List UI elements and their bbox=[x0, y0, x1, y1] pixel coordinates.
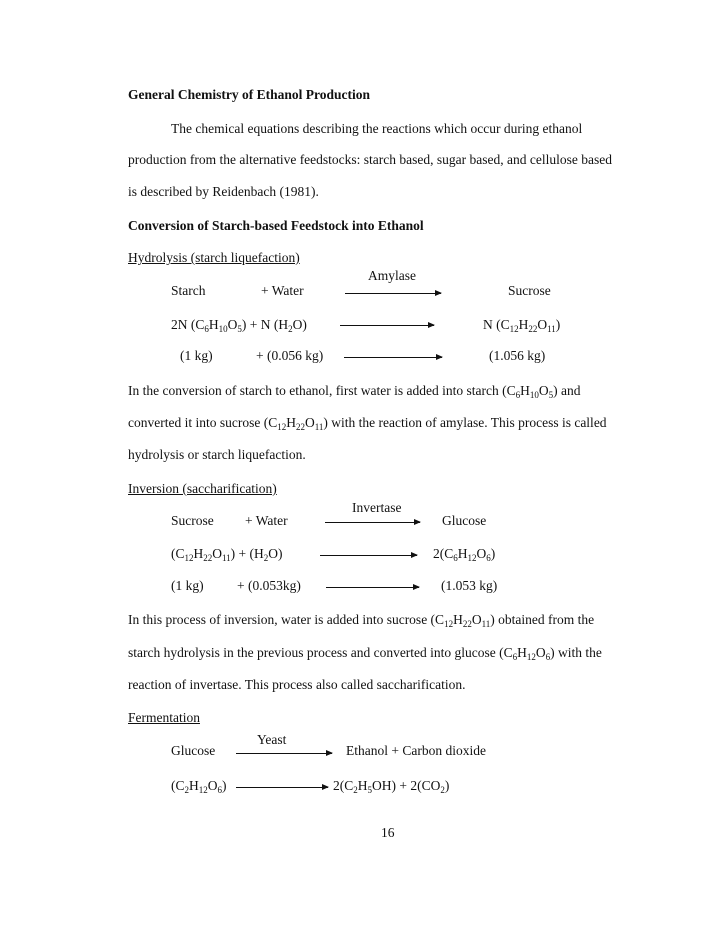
fermentation-arrow-1 bbox=[236, 753, 332, 754]
yeast-label: Yeast bbox=[257, 732, 287, 747]
hydrolysis-r1-left: Starch bbox=[171, 283, 206, 298]
inversion-r1-right: Glucose bbox=[442, 513, 487, 528]
hydrolysis-para-line-3: hydrolysis or starch liquefaction. bbox=[128, 447, 306, 462]
inversion-r3-right: (1.053 kg) bbox=[441, 578, 498, 593]
intro-line-1: The chemical equations describing the reactions which occur during ethanol bbox=[171, 121, 583, 136]
inversion-r1-plus: + Water bbox=[245, 513, 288, 528]
amylase-label: Amylase bbox=[368, 268, 416, 283]
hydrolysis-r1-right: Sucrose bbox=[508, 283, 551, 298]
page-number: 16 bbox=[381, 825, 395, 840]
hydrolysis-arrow-3 bbox=[344, 357, 442, 358]
subsection-title: Conversion of Starch-based Feedstock into Ethanol bbox=[128, 218, 424, 233]
inversion-r1-left: Sucrose bbox=[171, 513, 214, 528]
intro-line-2: production from the alternative feedstocks: starch based, sugar based, and cellulose based bbox=[128, 152, 612, 167]
hydrolysis-arrow-2 bbox=[340, 325, 434, 326]
inversion-arrow-1 bbox=[325, 522, 420, 523]
inversion-r2-left: $(C_{12}H_{22}O_{11}) + (H_2O)$ bbox=[171, 546, 283, 563]
fermentation-arrow-2 bbox=[236, 787, 328, 788]
inversion-arrow-2 bbox=[320, 555, 417, 556]
fermentation-r1-right: Ethanol + Carbon dioxide bbox=[346, 743, 486, 758]
inversion-r2-right: $2(C_6H_{12}O_6)$ bbox=[433, 546, 496, 563]
hydrolysis-r3-plus: + (0.056 kg) bbox=[256, 348, 324, 363]
inversion-arrow-3 bbox=[326, 587, 419, 588]
fermentation-r1-left: Glucose bbox=[171, 743, 216, 758]
fermentation-heading: Fermentation bbox=[128, 710, 200, 725]
inversion-para-line-2: starch hydrolysis in the previous process and converted into glucose $(C_6H_{12}O_6)$ with the bbox=[128, 645, 602, 662]
fermentation-r2-left: $(C_2H_{12}O_6)$ bbox=[171, 778, 227, 795]
inversion-r3-plus: + (0.053kg) bbox=[237, 578, 301, 593]
intro-line-3: is described by Reidenbach (1981). bbox=[128, 184, 319, 199]
inversion-heading: Inversion (saccharification) bbox=[128, 481, 277, 496]
hydrolysis-heading: Hydrolysis (starch liquefaction) bbox=[128, 250, 300, 265]
hydrolysis-r3-left: (1 kg) bbox=[180, 348, 213, 363]
hydrolysis-r1-plus: + Water bbox=[261, 283, 304, 298]
inversion-para-line-1: In this process of inversion, water is added into sucrose $(C_{12}H_{22}O_{11})$ obtained from the bbox=[128, 612, 595, 629]
hydrolysis-r2-left: 2N $(C_6H_{10}O_5) + N$ $(H_2O)$ bbox=[171, 317, 307, 334]
fermentation-r2-right: $2(C_2H_5OH) + 2(CO_2)$ bbox=[333, 778, 450, 795]
hydrolysis-para-line-1: In the conversion of starch to ethanol, first water is added into starch $(C_6H_{10}O_5)$ and bbox=[128, 383, 581, 400]
hydrolysis-arrow-1 bbox=[345, 293, 441, 294]
section-title: General Chemistry of Ethanol Production bbox=[128, 87, 370, 102]
invertase-label: Invertase bbox=[352, 500, 402, 515]
hydrolysis-r2-right: N $(C_{12}H_{22}O_{11})$ bbox=[483, 317, 561, 334]
inversion-r3-left: (1 kg) bbox=[171, 578, 204, 593]
inversion-para-line-3: reaction of invertase. This process also called saccharification. bbox=[128, 677, 466, 692]
hydrolysis-r3-right: (1.056 kg) bbox=[489, 348, 546, 363]
hydrolysis-para-line-2: converted it into sucrose $(C_{12}H_{22}O_{11})$ with the reaction of amylase. This process is called bbox=[128, 415, 607, 432]
